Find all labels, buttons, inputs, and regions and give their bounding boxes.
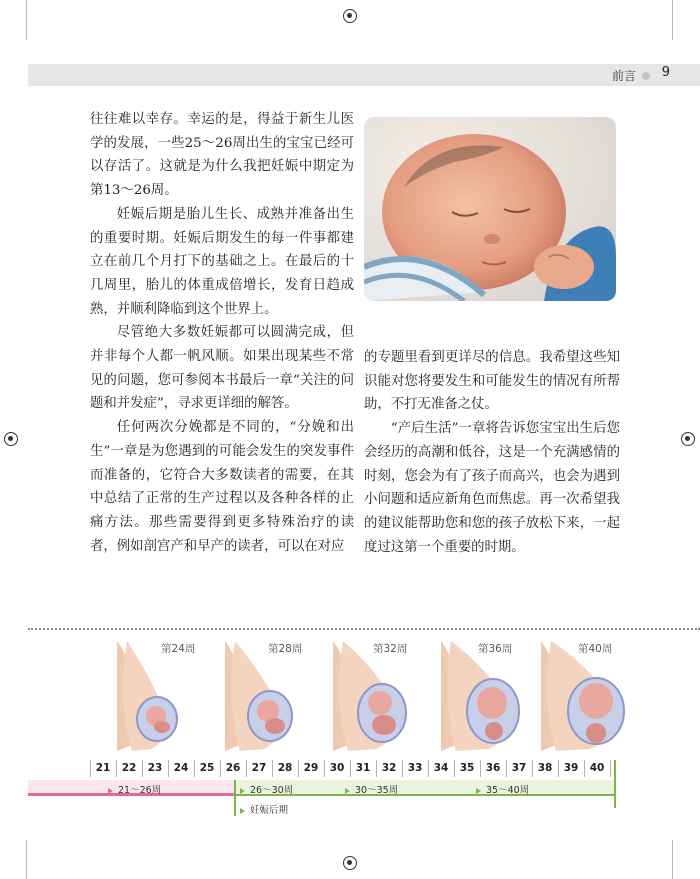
crop-mark	[672, 840, 673, 879]
range-label-26-30: 26～30周	[240, 782, 293, 796]
week-number: 24	[173, 762, 189, 774]
week-number: 40	[589, 762, 605, 774]
range-label-21-26: 21～26周	[108, 782, 161, 796]
week-number: 32	[381, 762, 397, 774]
header-dot-icon	[642, 72, 650, 80]
week-number: 35	[459, 762, 475, 774]
paragraph: 妊娠后期是胎儿生长、成熟并准备出生的重要时期。妊娠后期发生的每一件事都建立在前几个月打下的基础之上。在最后的十几周里，胎儿的体重成倍增长，发育日趋成熟，并顺利降临到这个世界上。	[90, 206, 354, 317]
arrow-right-icon	[240, 788, 245, 794]
paragraph: 任何两次分娩都是不同的，“分娩和出生”一章是为您遇到的可能会发生的突发事件而准备的，它符合大多数读者的需要，在其中总结了正常的生产过程以及各种各样的止痛方法。那些需要得到更多特殊治疗的读者，例如剖宫产和早产的读者，可以在对应	[90, 420, 354, 554]
paragraph: 的专题里看到更详尽的信息。我希望这些知识能对您将要发生和可能发生的情况有所帮助，不打无准备之仗。	[364, 350, 620, 413]
week-number: 39	[563, 762, 579, 774]
week-number-row	[90, 760, 616, 778]
registration-mark	[681, 432, 695, 446]
week-number: 29	[303, 762, 319, 774]
page-number: 9	[661, 65, 670, 80]
week-number: 33	[407, 762, 423, 774]
week-number: 26	[225, 762, 241, 774]
paragraph: 尽管绝大多数妊娠都可以圆满完成，但并非每个人都一帆风顺。如果出现某些不常见的问题，您可参阅本书最后一章“关注的问题和并发症”，寻求更详细的解答。	[90, 325, 354, 412]
arrow-right-icon	[240, 808, 245, 814]
left-column	[90, 108, 354, 558]
fetus-illustration-36w	[436, 641, 536, 751]
week-number: 21	[95, 762, 111, 774]
registration-mark	[343, 856, 357, 870]
week-label: 第24周	[161, 643, 196, 655]
arrow-right-icon	[108, 788, 113, 794]
week-number: 22	[121, 762, 137, 774]
right-column	[364, 346, 620, 559]
third-trimester-bracket-right	[614, 760, 616, 808]
fetus-illustration-28w	[220, 641, 320, 751]
paragraph: 往往难以幸存。幸运的是，得益于新生儿医学的发展，一些25～26周出生的宝宝已经可以存活了。这就是为什么我把妊娠中期定为第13～26周。	[90, 112, 354, 199]
week-number: 27	[251, 762, 267, 774]
registration-mark	[4, 432, 18, 446]
phase-label: 妊娠后期	[240, 802, 288, 816]
section-title: 前言	[611, 69, 636, 83]
week-number: 36	[485, 762, 501, 774]
week-label: 第28周	[268, 643, 303, 655]
week-number: 34	[433, 762, 449, 774]
range-label-35-40: 35～40周	[476, 782, 529, 796]
range-label-30-35: 30～35周	[345, 782, 398, 796]
week-label: 第32周	[373, 643, 408, 655]
week-number: 38	[537, 762, 553, 774]
week-number: 31	[355, 762, 371, 774]
week-number: 28	[277, 762, 293, 774]
crop-mark	[672, 0, 673, 40]
fetus-illustration-40w	[536, 641, 636, 751]
week-label: 第36周	[478, 643, 513, 655]
fetus-illustration-24w	[112, 641, 212, 751]
week-number: 23	[147, 762, 163, 774]
arrow-right-icon	[345, 788, 350, 794]
arrow-right-icon	[476, 788, 481, 794]
dotted-divider	[28, 628, 700, 630]
fetus-illustration-32w	[328, 641, 428, 751]
third-trimester-bracket-left	[234, 780, 236, 816]
week-number: 30	[329, 762, 345, 774]
week-label: 第40周	[578, 643, 613, 655]
tick	[610, 760, 611, 777]
crop-mark	[26, 840, 27, 879]
registration-mark	[343, 9, 357, 23]
sleeping-baby-photo	[364, 117, 616, 301]
header-band	[28, 64, 700, 86]
crop-mark	[26, 0, 27, 40]
paragraph: “产后生活”一章将告诉您宝宝出生后您会经历的高潮和低谷，这是一个充满感情的时刻，您会为有了孩子而高兴，也会为遇到小问题和适应新角色而焦虑。再一次希望我的建议能帮助您和您的孩子放松下来，一起度过这第一个重要的时期。	[364, 421, 620, 555]
week-number: 25	[199, 762, 215, 774]
week-number: 37	[511, 762, 527, 774]
